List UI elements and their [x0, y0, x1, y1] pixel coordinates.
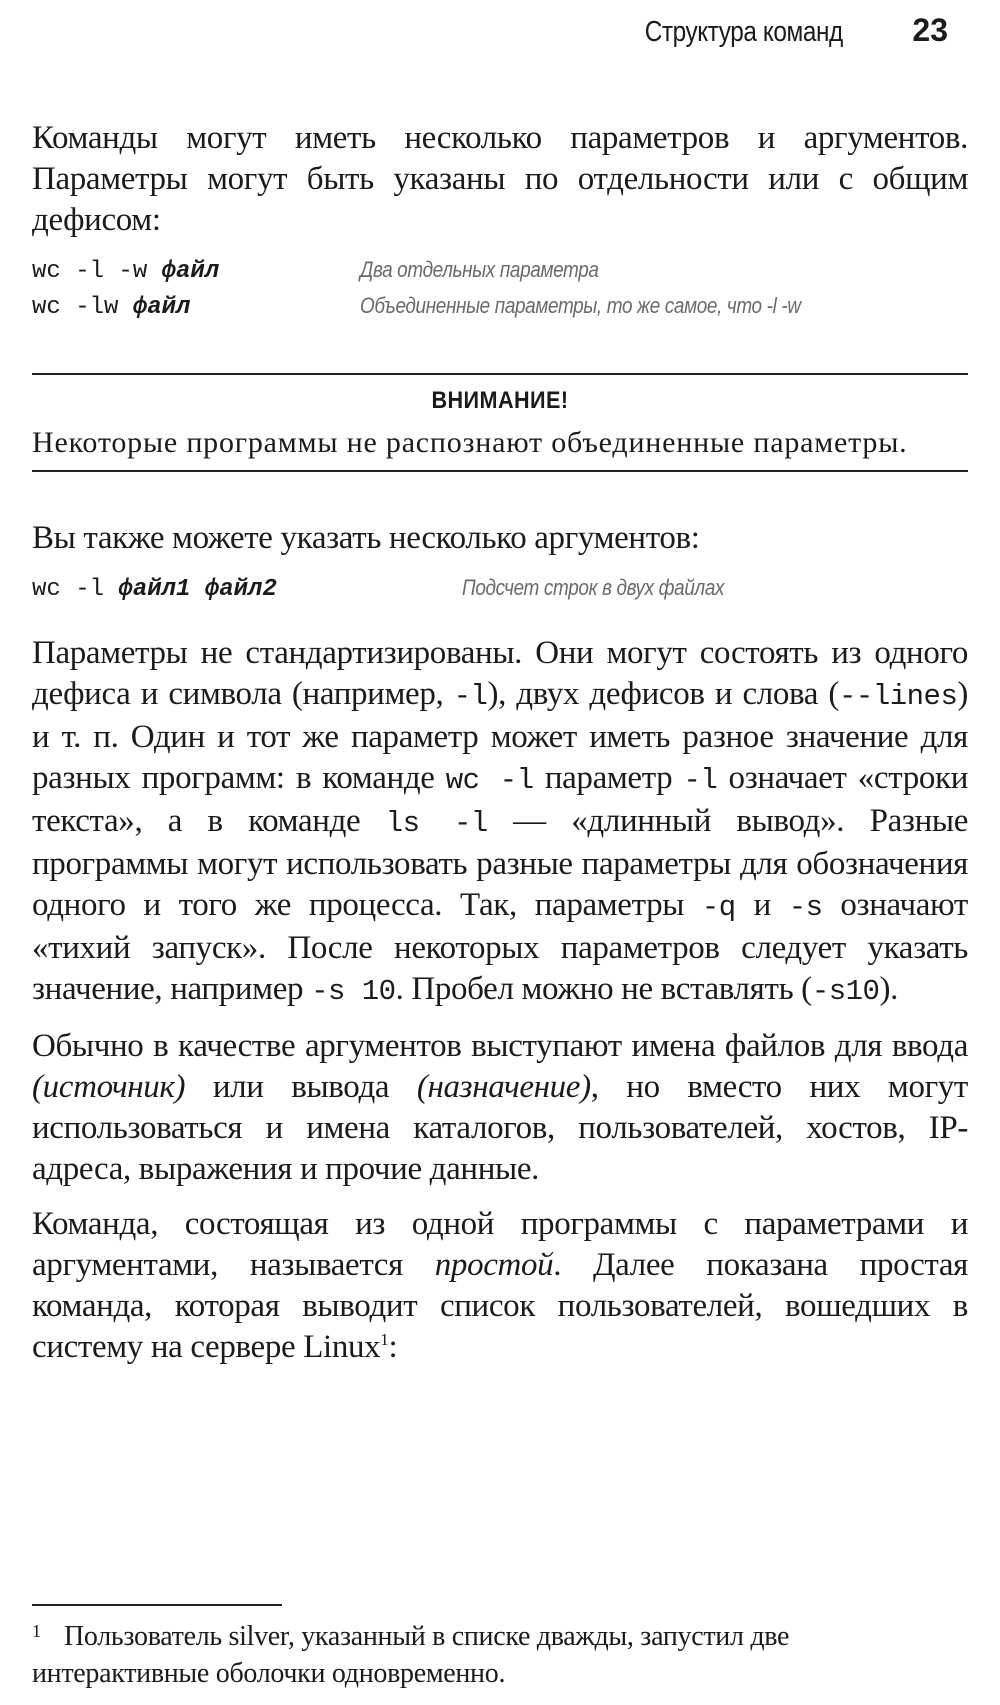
- code-command: wc -l файл1 файл2: [32, 576, 277, 603]
- inline-code: -l: [453, 680, 488, 713]
- page-body: [32, 118, 968, 1368]
- warning-box: [32, 373, 968, 472]
- code-examples-options: [32, 257, 968, 329]
- paragraph-options-not-standard: Параметры не стандартизированы. Они могут состоять из одного дефиса и символа (например, -l), двух дефисов и слова (--lines) и т. п. Один и тот же параметр может иметь разное значение для разных программ: в команде wc -l параметр -l означает «строки текста», а в команде ls -l — «длинный вывод». Разные программы могут использовать разные параметры для обозначения одного и того же процесса. Так, параметры -q и -s означают «тихий запуск». После некоторых параметров следует указать значение, например -s 10. Пробел можно не вставлять (-s10).: [32, 635, 968, 1008]
- italic-term: простой: [434, 1247, 554, 1283]
- inline-code: wc -l: [445, 764, 534, 797]
- code-comment: Два отдельных параметра: [360, 257, 599, 282]
- code-example-row: [32, 257, 968, 293]
- italic-term: (назначение): [416, 1069, 591, 1105]
- code-argument: файл: [161, 258, 220, 285]
- warning-title: ВНИМАНИЕ!: [431, 387, 569, 414]
- inline-code: -s10: [811, 975, 880, 1008]
- running-title: Структура команд: [644, 16, 843, 48]
- inline-code: -s: [788, 891, 823, 924]
- code-example-row: [32, 293, 968, 329]
- footnote-ref[interactable]: 1: [380, 1330, 389, 1349]
- inline-code: -q: [701, 891, 736, 924]
- inline-code: -s 10: [311, 975, 396, 1008]
- footnote: [32, 1618, 968, 1692]
- code-comment: Объединенные параметры, то же самое, что -l -w: [360, 293, 801, 318]
- code-comment: Подсчет строк в двух файлах: [462, 575, 725, 600]
- page-header: [607, 12, 948, 49]
- code-example-row: [32, 575, 968, 611]
- paragraph-arguments: Обычно в качестве аргументов выступают имена файлов для ввода (источник) или вывода (назначение), но вместо них могут использоваться и имена каталогов, пользователей, хостов, IP-адреса, выражения и прочие данные.: [32, 1028, 968, 1187]
- page-number: 23: [912, 12, 948, 48]
- inline-code: -l: [683, 764, 718, 797]
- code-examples-args: [32, 575, 968, 611]
- code-argument: файл1 файл2: [118, 576, 277, 603]
- footnote-divider: [32, 1604, 282, 1606]
- italic-term: (источник): [32, 1069, 186, 1105]
- code-command: wc -lw файл: [32, 294, 191, 321]
- code-command: wc -l -w файл: [32, 258, 220, 285]
- footnote-number: 1: [32, 1621, 41, 1641]
- inline-code: ls -l: [385, 807, 488, 840]
- paragraph-simple-command: Команда, состоящая из одной программы с параметрами и аргументами, называется простой. Далее показана простая команда, которая выводит список пользователей, вошедших в систему на сервере Linux$^1$:: [32, 1206, 968, 1365]
- footnote-text: Пользователь silver, указанный в списке дважды, запустил две интерактивные оболочки одновременно.: [32, 1621, 790, 1689]
- inline-code: --lines: [839, 680, 958, 713]
- paragraph-options-intro: Команды могут иметь несколько параметров и аргументов. Параметры могут быть указаны по отдельности или с общим дефисом:: [32, 120, 968, 238]
- code-argument: файл: [132, 294, 191, 321]
- warning-text: Некоторые программы не распознают объединенные параметры.: [32, 426, 908, 459]
- paragraph-multiple-args: Вы также можете указать несколько аргументов:: [32, 520, 700, 556]
